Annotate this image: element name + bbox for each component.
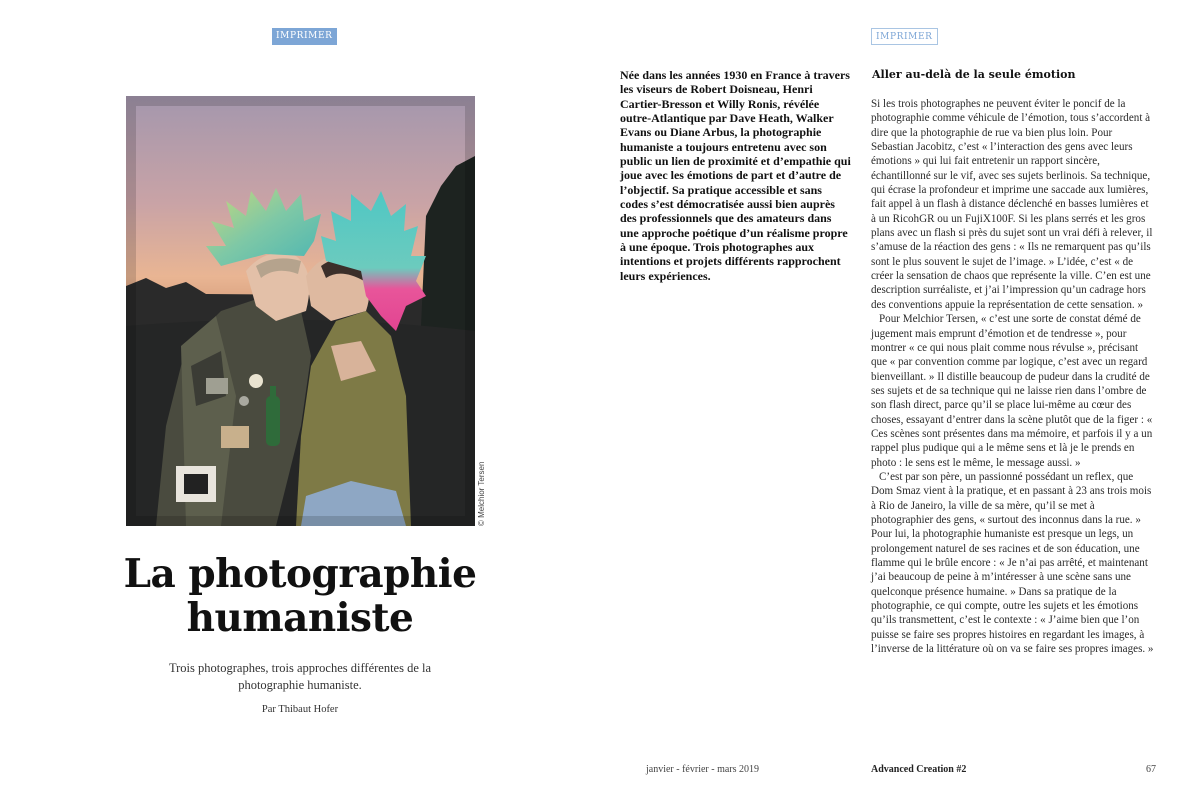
- print-button-right[interactable]: IMPRIMER: [871, 28, 938, 45]
- article-photo: [126, 96, 475, 526]
- footer-magazine: Advanced Creation #2: [871, 764, 967, 775]
- subtitle: Trois photographes, trois approches différentes de la photographie humaniste.: [168, 661, 432, 692]
- page-title: La photographie humaniste: [123, 551, 477, 641]
- body-paragraph: C’est par son père, un passionné possédant un reflex, que Dom Smaz vient à la pratique, et en passant à 23 ans trois mois à Rio de Janeiro, la ville de sa mère, qu’il se met à photographier des gens, « surtout des inconnus dans la rue. » Pour lui, la photographie humaniste est presque un legs, un prolongement naturel de ses racines et de son éducation, une flamme qui le brûle encore : « Je n’ai pas arrêté, et maintenant j’ai beaucoup de peine à m’intéresser à une scène sans une quelconque présence humaine. » Dans sa pratique de la photographie, ce qui compte, outre les sujets et les émotions qu’ils transmettent, c’est le contexte : « J’aime bien que l’on puisse se faire ses propres histoires en regardant les images, à l’inverse de la littérature où on va se faire ses propres images. »: [871, 470, 1154, 656]
- page-number: 67: [1146, 764, 1156, 775]
- byline: Par Thibaut Hofer: [261, 704, 339, 715]
- article-body: [871, 97, 1156, 656]
- print-button-left[interactable]: IMPRIMER: [272, 28, 337, 45]
- lede-paragraph: Née dans les années 1930 en France à travers les viseurs de Robert Doisneau, Henri Cartier-Bresson et Willy Ronis, révélée outre-Atlantique par Dave Heath, Walker Evans ou Diane Arbus, la photographie humaniste a toujours entretenu avec son public un lien de proximité et d’empathie qui joue avec les émotions de part et d’autre de l’objectif. Sa pratique accessible et sans codes s’est démocratisée aussi bien auprès des professionnels que des amateurs dans une approche poétique d’un réalisme propre à une époque. Trois photographes aux intentions et projets différents rapprochent leurs expériences.: [620, 68, 851, 283]
- body-paragraph: Si les trois photographes ne peuvent éviter le poncif de la photographie comme véhicule de l’émotion, tous s’accordent à dire que la photographie de rue va bien plus loin. Pour Sebastian Jacobitz, c’est « l’interaction des gens avec leurs émotions » qui lui fait entretenir un rapport sincère, échantillonné sur le vif, avec ses sujets berlinois. Sa technique, qui écrase la profondeur et imprime une saccade aux lumières, fait appel à un flash à distance déclenché en basses lumières et à un RicohGR ou un FujiX100F. Si les plans serrés et les gros plans avec un flash si près du sujet sont un vrai défi à relever, il s’amuse de la réaction des gens : « Ils ne remarquent pas qu’ils sont le plus souvent le sujet de l’image. » L’idée, c’est « de créer la sensation de chaos que représente la ville. C’en est une description surréaliste, et j’ai l’impression qu’un cadrage hors des conventions appuie la représentation de cette sensation. »: [871, 98, 1153, 311]
- photo-credit: © Melchior Tersen: [477, 461, 486, 526]
- footer-date: janvier - février - mars 2019: [646, 764, 760, 775]
- body-paragraph: Pour Melchior Tersen, « c’est une sorte de constat démé de jugement mais emprunt d’émotion et de tendresse », pour montrer « ce qui nous plait comme nous révulse », précisant que « par convention comme par logique, c’est avec un regard bienveillant. » Il distille beaucoup de pudeur dans la crudité de ses sujets et de sa technique qui ne laisse rien dans l’ombre de son flash direct, parce qu’il se place lui-même au cœur des choses, essayant d’entrer dans la scène plutôt que de la figer : « Ces scènes sont présentes dans ma mémoire, et parfois il y a un rappel plus pudique qui a le même sens et là je le prends en photo : le sens est le même, le message aussi. »: [871, 313, 1153, 469]
- section-heading: Aller au-delà de la seule émotion: [872, 68, 1076, 81]
